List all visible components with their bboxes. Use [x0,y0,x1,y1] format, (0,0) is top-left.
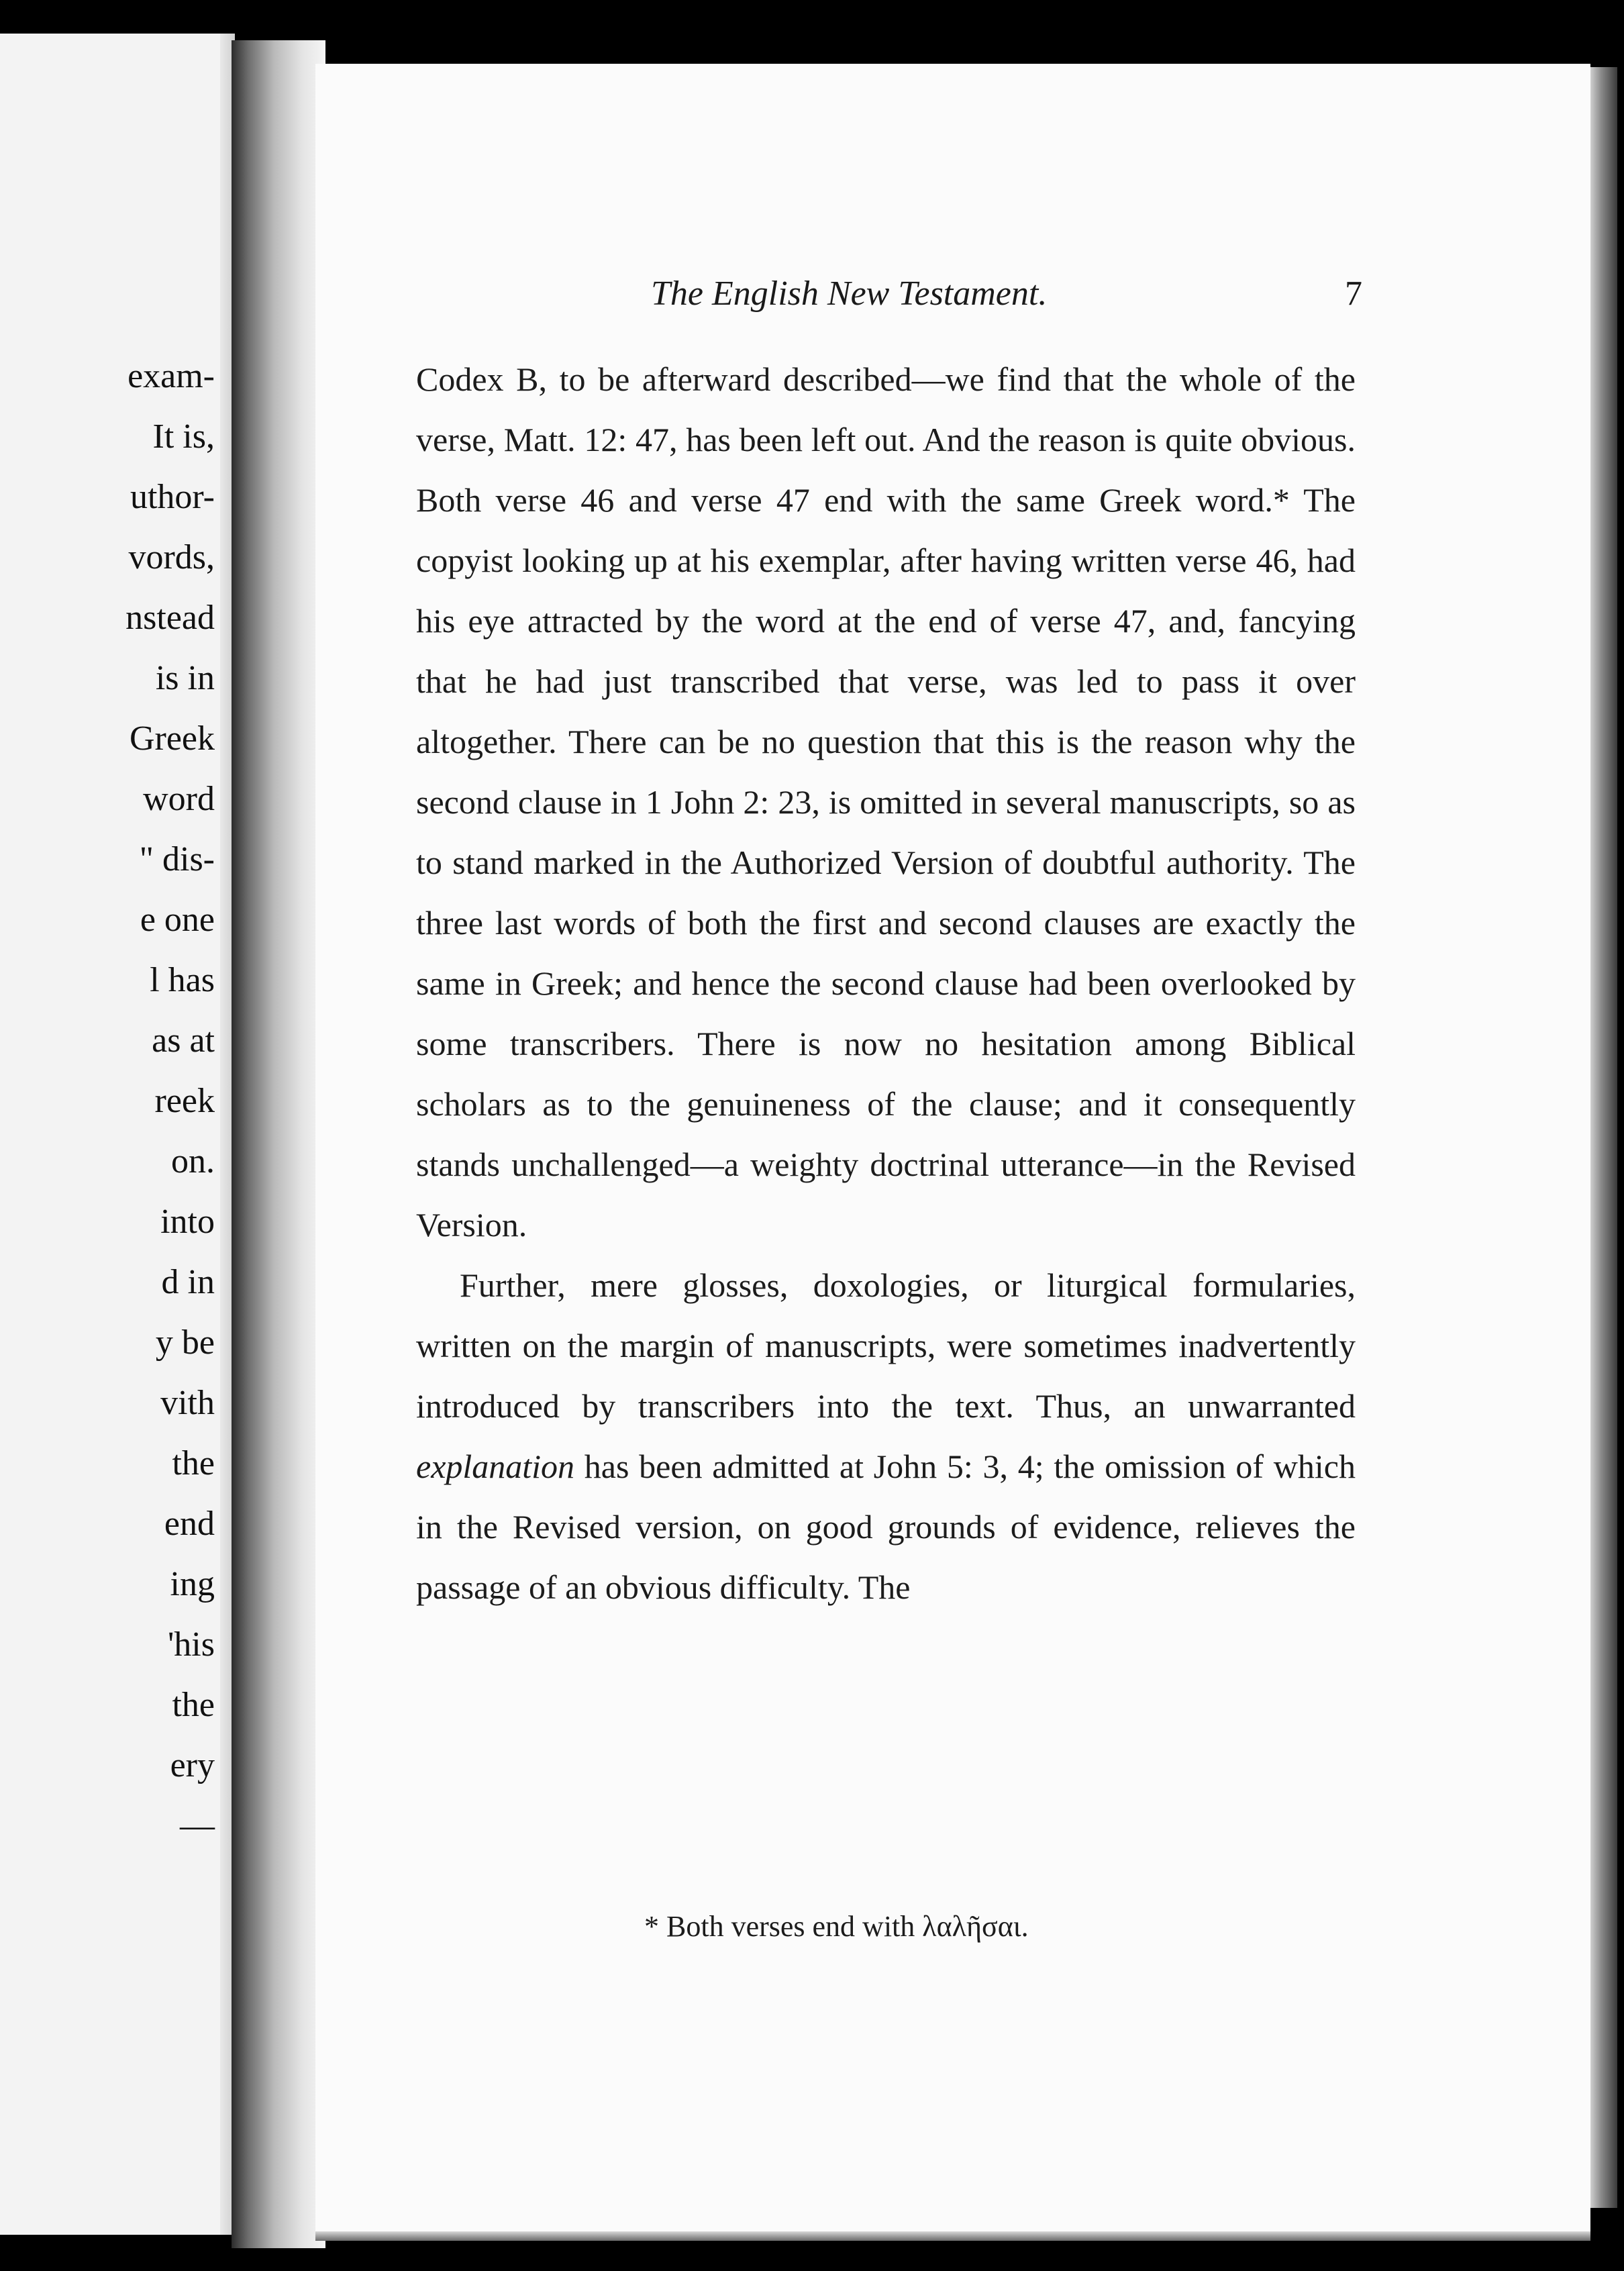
left-page-line: vords, [128,538,215,576]
left-page-line: nstead [125,599,215,637]
left-facing-page [0,34,235,2235]
paragraph-1: Codex B, to be afterward described—we find that the whole of the verse, Matt. 12: 47, has been left out. And the reason is quite obvious. Both verse 46 and verse 47 end with the same Greek word.* The copyist looking up at his exemplar, after having written verse 46, had his eye attracted by the word at the end of verse 47, and, fancying that he had just transcribed that verse, was led to pass it over altogether. There can be no question that this is the reason why the second clause in 1 John 2: 23, is omitted in several manuscripts, so as to stand marked in the Authorized Version of doubtful authority. The three last words of both the first and second clauses are exactly the same in Greek; and hence the second clause had been overlooked by some transcribers. There is now no hesitation among Biblical scholars as to the genuineness of the clause; and it consequently stands unchallenged—a weighty doctrinal utterance—in the Revised Version. [416,360,1356,1244]
left-page-line: vith [160,1384,215,1422]
running-title: The English New Testament. [651,274,1048,313]
left-page-line: y be [155,1323,215,1362]
left-page-line: — [180,1807,215,1845]
paragraph-2-end: has been admitted at John 5: 3, 4; the omission of which in the Revised version, on good grounds of evidence, relieves the passage of an obvious difficulty. The [416,1448,1356,1606]
left-page-line: ery [170,1746,215,1784]
page-number: 7 [1345,274,1362,313]
left-page-line: end [164,1505,215,1543]
left-page-line: " dis- [139,840,215,878]
left-page-line: d in [161,1263,215,1301]
left-page-line: Greek [129,719,215,758]
footnote: * Both verses end with λαλῆσαι. [644,1910,1029,1943]
left-page-line: is in [155,659,215,697]
left-page-line: word [143,780,215,818]
left-page-line: uthor- [130,478,215,516]
left-page-line: as at [152,1021,215,1060]
main-text [416,349,1356,1617]
left-page-line: ing [170,1565,215,1603]
book-gutter-shadow [232,40,325,2248]
left-page-line: e one [140,901,215,939]
right-page-edge [1590,67,1617,2208]
paragraph-2 [416,1255,1356,1617]
left-page-line: the [172,1444,215,1482]
running-header [651,268,1362,322]
left-page-line: exam- [128,357,215,395]
paragraph-2-italic: explanation [416,1448,575,1485]
left-page-line: the [172,1686,215,1724]
left-page-line: l has [150,961,215,999]
paragraph-2-start: Further, mere glosses, doxologies, or liturgical formularies, written on the margin of manuscripts, were sometimes inadvertently introduced by transcribers into the text. Thus, an unwarranted [416,1266,1356,1425]
left-page-line: into [160,1203,215,1241]
left-page-line: on. [171,1142,215,1180]
left-page-line: It is, [152,417,215,456]
bottom-page-edge [315,2231,1590,2241]
left-page-line: 'his [167,1625,215,1664]
left-page-line: reek [154,1082,215,1120]
